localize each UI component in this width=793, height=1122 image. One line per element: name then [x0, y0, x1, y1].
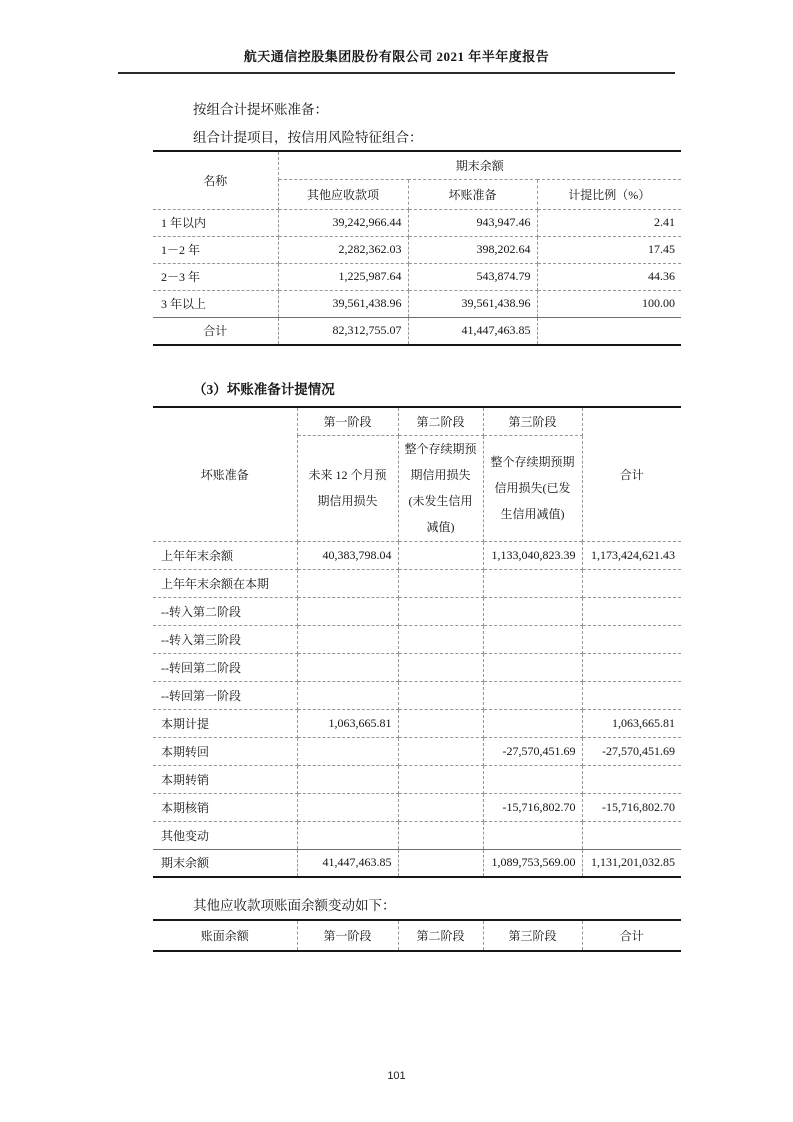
- table-header-row: [153, 920, 681, 951]
- table-row: [153, 597, 681, 625]
- table-row: [153, 290, 681, 317]
- value-cell: 41,447,463.85: [408, 317, 537, 345]
- table-row: [153, 793, 681, 821]
- empty-cell: [297, 625, 398, 653]
- header-cell: 名称: [153, 151, 278, 209]
- header-cell: 第三阶段: [483, 920, 582, 951]
- header-cell: 第三阶段: [483, 407, 582, 435]
- empty-cell: [398, 821, 483, 849]
- empty-cell: [582, 765, 681, 793]
- empty-cell: [297, 765, 398, 793]
- header-cell: 第二阶段: [398, 407, 483, 435]
- header-cell: 第二阶段: [398, 920, 483, 951]
- value-cell: 40,383,798.04: [297, 541, 398, 569]
- header-cell: 整个存续期预期 信用损失(已发 生信用减值): [483, 435, 582, 541]
- portfolio-provision-table: [153, 150, 681, 346]
- empty-cell: [483, 569, 582, 597]
- empty-cell: [297, 821, 398, 849]
- value-cell: 39,561,438.96: [278, 290, 408, 317]
- value-cell: 82,312,755.07: [278, 317, 408, 345]
- row-label-cell: 2－3 年: [153, 263, 278, 290]
- value-cell: 39,242,966.44: [278, 209, 408, 236]
- row-label-cell: 1－2 年: [153, 236, 278, 263]
- empty-cell: [582, 681, 681, 709]
- empty-cell: [582, 569, 681, 597]
- empty-cell: [398, 569, 483, 597]
- value-cell: 41,447,463.85: [297, 849, 398, 877]
- section-heading-provision-status: （3）坏账准备计提情况: [193, 382, 335, 397]
- empty-cell: [483, 625, 582, 653]
- value-cell: 1,173,424,621.43: [582, 541, 681, 569]
- row-label-cell: 3 年以上: [153, 290, 278, 317]
- row-label-cell: 本期计提: [153, 709, 297, 737]
- empty-cell: [297, 653, 398, 681]
- empty-cell: [483, 709, 582, 737]
- empty-cell: [582, 653, 681, 681]
- empty-cell: [297, 597, 398, 625]
- header-cell: 合计: [582, 920, 681, 951]
- row-label-cell: 本期转销: [153, 765, 297, 793]
- value-cell: 2.41: [537, 209, 681, 236]
- table-row: [153, 653, 681, 681]
- empty-cell: [297, 569, 398, 597]
- table-row: [153, 541, 681, 569]
- value-cell: 1,063,665.81: [582, 709, 681, 737]
- value-cell: 1,133,040,823.39: [483, 541, 582, 569]
- table-header-row: [153, 151, 681, 179]
- table-row: [153, 236, 681, 263]
- header-cell: 其他应收款项: [278, 179, 408, 209]
- paragraph-portfolio-criteria: 组合计提项目，按信用风险特征组合：: [193, 130, 423, 145]
- header-cell: 合计: [582, 407, 681, 541]
- empty-cell: [398, 681, 483, 709]
- value-cell: 2,282,362.03: [278, 236, 408, 263]
- row-label-cell: --转入第三阶段: [153, 625, 297, 653]
- table-row: [153, 849, 681, 877]
- empty-cell: [582, 597, 681, 625]
- value-cell: -15,716,802.70: [582, 793, 681, 821]
- row-label-cell: 上年年末余额在本期: [153, 569, 297, 597]
- row-label-cell: --转回第二阶段: [153, 653, 297, 681]
- row-label-cell: --转入第二阶段: [153, 597, 297, 625]
- empty-cell: [398, 709, 483, 737]
- header-cell: 未来 12 个月预 期信用损失: [297, 435, 398, 541]
- empty-cell: [398, 653, 483, 681]
- table-row: [153, 209, 681, 236]
- row-label-cell: 合计: [153, 317, 278, 345]
- row-label-cell: 1 年以内: [153, 209, 278, 236]
- value-cell: 1,225,987.64: [278, 263, 408, 290]
- table-row: [153, 765, 681, 793]
- empty-cell: [398, 849, 483, 877]
- empty-cell: [483, 765, 582, 793]
- table-row: [153, 681, 681, 709]
- value-cell: 1,063,665.81: [297, 709, 398, 737]
- paragraph-book-balance-changes: 其他应收款项账面余额变动如下：: [193, 898, 396, 913]
- table-header-row: [153, 407, 681, 435]
- value-cell: 17.45: [537, 236, 681, 263]
- header-cell: 第一阶段: [297, 920, 398, 951]
- table-row: [153, 821, 681, 849]
- row-label-cell: --转回第一阶段: [153, 681, 297, 709]
- header-cell: 期末余额: [278, 151, 681, 179]
- header-cell: 第一阶段: [297, 407, 398, 435]
- book-balance-stages-table: [153, 919, 681, 952]
- empty-cell: [483, 653, 582, 681]
- value-cell: 1,131,201,032.85: [582, 849, 681, 877]
- paragraph-provision-by-portfolio: 按组合计提坏账准备：: [193, 102, 328, 117]
- header-cell: 计提比例（%）: [537, 179, 681, 209]
- empty-cell: [582, 821, 681, 849]
- header-cell: 整个存续期预 期信用损失 (未发生信用 减值): [398, 435, 483, 541]
- header-cell: 坏账准备: [153, 407, 297, 541]
- report-header: [118, 0, 675, 74]
- empty-cell: [483, 821, 582, 849]
- row-label-cell: 期末余额: [153, 849, 297, 877]
- row-label-cell: 本期核销: [153, 793, 297, 821]
- page-number: 101: [387, 1070, 406, 1082]
- page-content: [153, 100, 681, 952]
- table-row: [153, 625, 681, 653]
- header-cell: 坏账准备: [408, 179, 537, 209]
- empty-cell: [398, 737, 483, 765]
- table-row: [153, 709, 681, 737]
- empty-cell: [398, 765, 483, 793]
- empty-cell: [582, 625, 681, 653]
- value-cell: -27,570,451.69: [483, 737, 582, 765]
- empty-cell: [297, 793, 398, 821]
- header-cell: 账面余额: [153, 920, 297, 951]
- empty-cell: [398, 625, 483, 653]
- empty-cell: [483, 681, 582, 709]
- row-label-cell: 本期转回: [153, 737, 297, 765]
- table-row: [153, 263, 681, 290]
- row-label-cell: 其他变动: [153, 821, 297, 849]
- report-title: 航天通信控股集团股份有限公司 2021 年半年度报告: [243, 49, 550, 64]
- value-cell: 1,089,753,569.00: [483, 849, 582, 877]
- empty-cell: [297, 737, 398, 765]
- value-cell: 100.00: [537, 290, 681, 317]
- value-cell: -15,716,802.70: [483, 793, 582, 821]
- value-cell: 943,947.46: [408, 209, 537, 236]
- empty-cell: [297, 681, 398, 709]
- empty-cell: [398, 793, 483, 821]
- value-cell: 39,561,438.96: [408, 290, 537, 317]
- empty-cell: [483, 597, 582, 625]
- row-label-cell: 上年年末余额: [153, 541, 297, 569]
- value-cell: -27,570,451.69: [582, 737, 681, 765]
- empty-cell: [398, 541, 483, 569]
- table-row: [153, 569, 681, 597]
- provision-stages-table: [153, 406, 681, 878]
- empty-cell: [537, 317, 681, 345]
- value-cell: 44.36: [537, 263, 681, 290]
- table-row: [153, 317, 681, 345]
- empty-cell: [398, 597, 483, 625]
- value-cell: 398,202.64: [408, 236, 537, 263]
- value-cell: 543,874.79: [408, 263, 537, 290]
- table-row: [153, 737, 681, 765]
